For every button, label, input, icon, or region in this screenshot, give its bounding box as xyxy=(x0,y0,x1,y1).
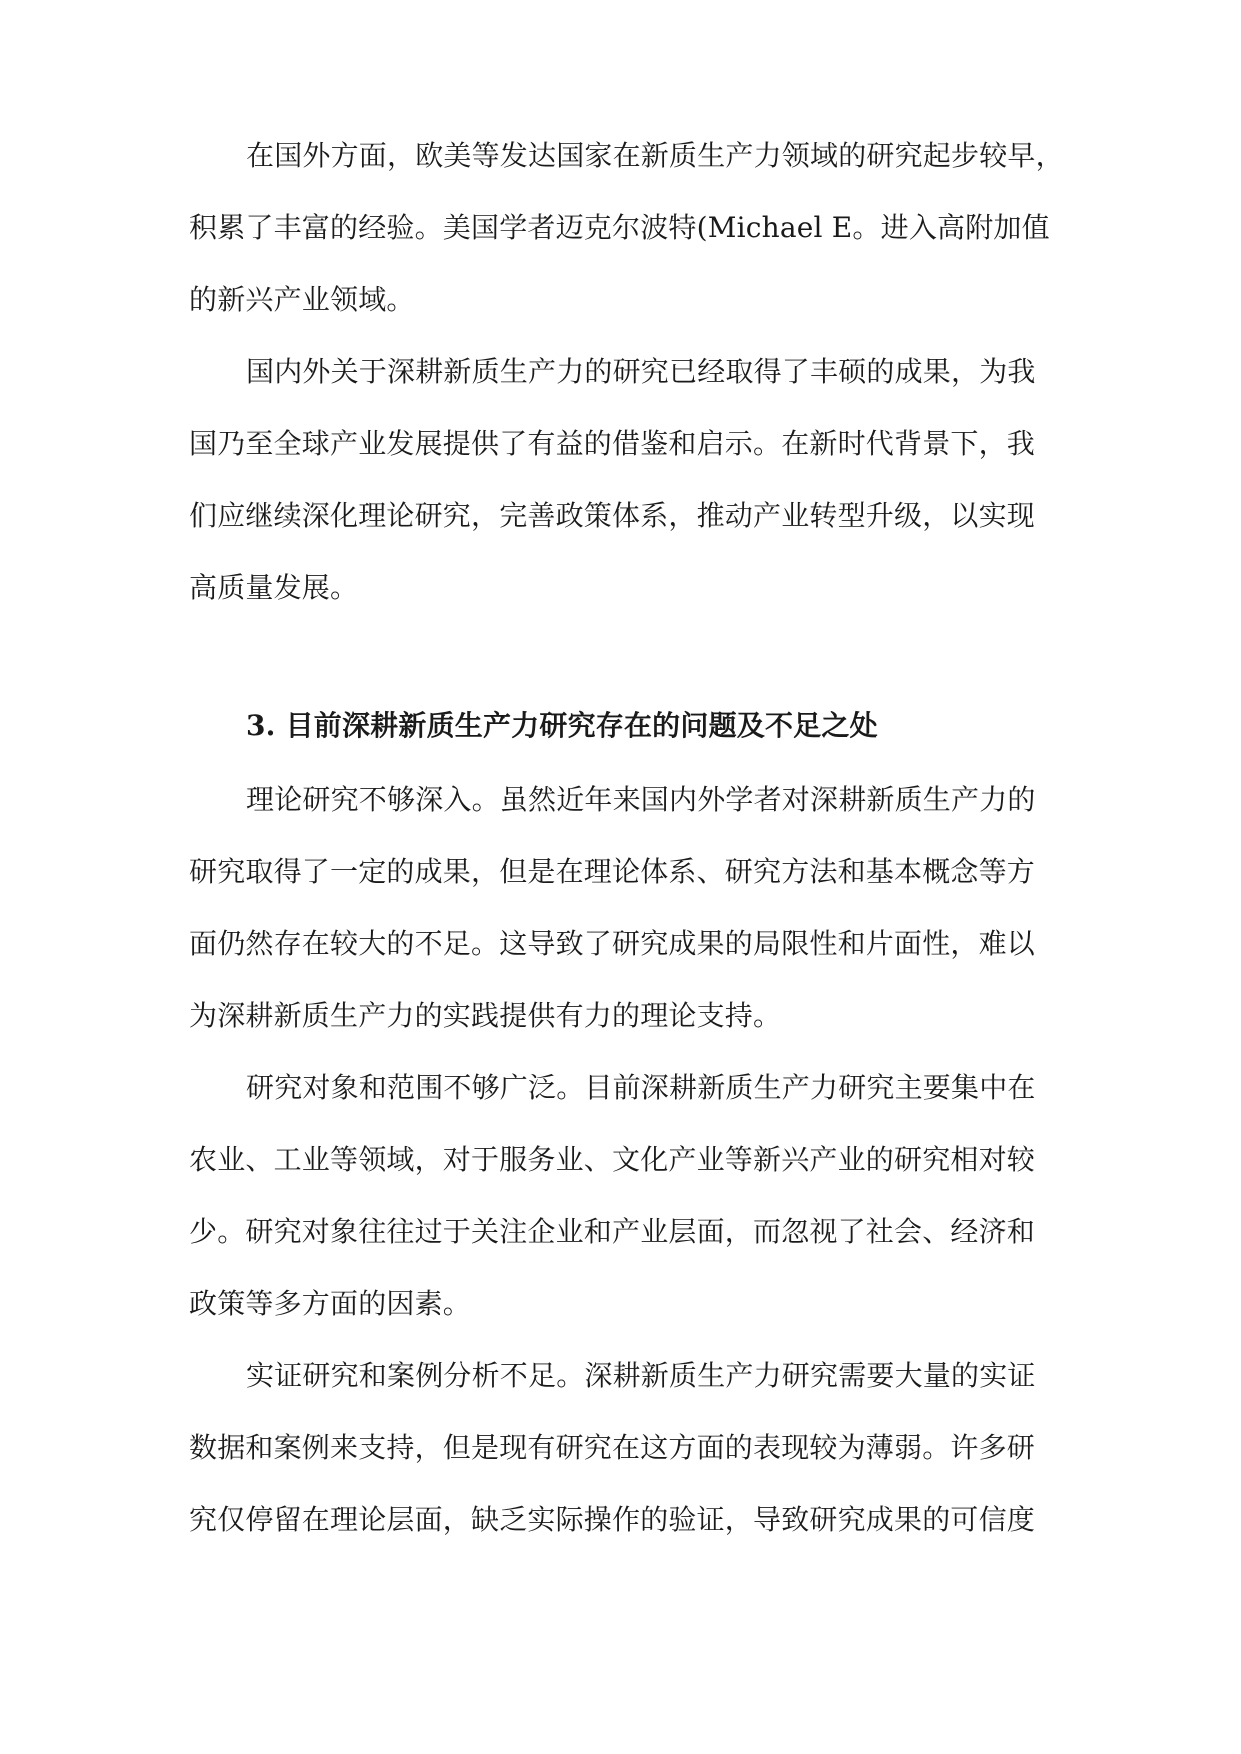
section-paragraph-1-line-3: 面仍然存在较大的不足。这导致了研究成果的局限性和片面性，难以 xyxy=(189,927,1036,960)
section-paragraph-2-line-3: 少。研究对象往往过于关注企业和产业层面，而忽视了社会、经济和 xyxy=(189,1215,1036,1248)
paragraph-1-line-3: 的新兴产业领域。 xyxy=(189,283,415,316)
section-paragraph-2-line-2: 农业、工业等领域，对于服务业、文化产业等新兴产业的研究相对较 xyxy=(189,1143,1036,1176)
section-paragraph-2-line-1: 研究对象和范围不够广泛。目前深耕新质生产力研究主要集中在 xyxy=(246,1071,1036,1104)
section-paragraph-3-line-3: 究仅停留在理论层面，缺乏实际操作的验证，导致研究成果的可信度 xyxy=(189,1503,1036,1536)
section-paragraph-3-line-1: 实证研究和案例分析不足。深耕新质生产力研究需要大量的实证 xyxy=(246,1359,1036,1392)
section-paragraph-1-line-1: 理论研究不够深入。虽然近年来国内外学者对深耕新质生产力的 xyxy=(246,783,1036,816)
paragraph-1-line-1: 在国外方面，欧美等发达国家在新质生产力领域的研究起步较早， xyxy=(246,139,1064,172)
section-paragraph-2-line-4: 政策等多方面的因素。 xyxy=(189,1287,472,1320)
paragraph-2-line-1: 国内外关于深耕新质生产力的研究已经取得了丰硕的成果，为我 xyxy=(246,355,1036,388)
section-paragraph-1-line-4: 为深耕新质生产力的实践提供有力的理论支持。 xyxy=(189,999,782,1032)
section-paragraph-1-line-2: 研究取得了一定的成果，但是在理论体系、研究方法和基本概念等方 xyxy=(189,855,1036,888)
section-heading: 3. 目前深耕新质生产力研究存在的问题及不足之处 xyxy=(246,709,878,742)
paragraph-2-line-2: 国乃至全球产业发展提供了有益的借鉴和启示。在新时代背景下，我 xyxy=(189,427,1036,460)
section-paragraph-3-line-2: 数据和案例来支持，但是现有研究在这方面的表现较为薄弱。许多研 xyxy=(189,1431,1036,1464)
paragraph-1-line-2: 积累了丰富的经验。美国学者迈克尔波特(Michael E。进入高附加值 xyxy=(189,211,1050,244)
paragraph-2-line-3: 们应继续深化理论研究，完善政策体系，推动产业转型升级，以实现 xyxy=(189,499,1036,532)
paragraph-2-line-4: 高质量发展。 xyxy=(189,571,359,604)
